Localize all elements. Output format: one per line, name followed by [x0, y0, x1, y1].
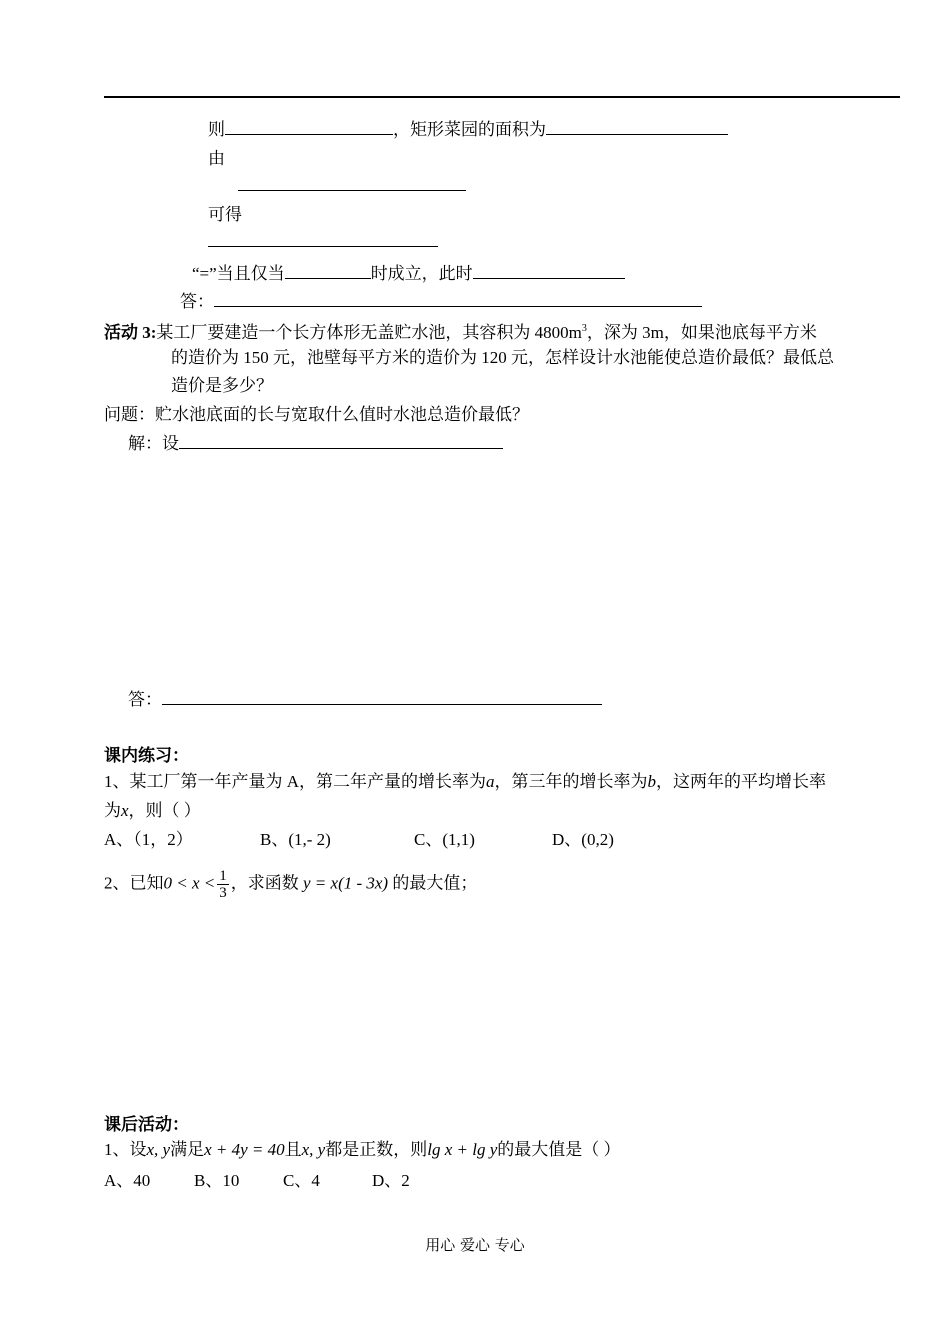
- aq1-text-d: 都是正数，则: [325, 1140, 428, 1159]
- activity3-text-b: ，深为 3m，如果池底每平方米: [586, 323, 817, 342]
- aq1-expression: lg x + lg y: [427, 1140, 498, 1159]
- after-class-heading: 课后活动：: [104, 1115, 189, 1134]
- blank-4: [208, 230, 438, 247]
- q1-line2-a: 为: [104, 801, 121, 820]
- q2-text-c: 的最大值；: [392, 873, 478, 893]
- aoption-c: C、4: [283, 1171, 320, 1190]
- one-third-fraction: [217, 868, 229, 901]
- answer-label-2: 答：: [128, 690, 162, 709]
- answer-line-2: [128, 688, 602, 711]
- practice-q1-line2: [104, 800, 201, 822]
- option-b: B、(1,- 2): [260, 830, 331, 849]
- activity3-line1: [104, 318, 817, 344]
- solution-label: 解：设: [128, 434, 179, 453]
- aoption-b: B、10: [194, 1171, 240, 1190]
- aq1-xy-2: x, y: [301, 1140, 326, 1159]
- from-label: 由: [208, 149, 225, 168]
- var-b: b: [647, 772, 657, 791]
- from-line: [238, 174, 466, 197]
- q2-text-b: ，求函数: [230, 873, 299, 893]
- blank-5: [285, 262, 371, 279]
- blank-3: [238, 174, 466, 191]
- activity3-text-a: 某工厂要建造一个长方体形无盖贮水池，其容积为 4800m: [156, 323, 582, 342]
- equality-mid: 时成立，此时: [370, 264, 473, 283]
- option-c: C、(1,1): [414, 830, 475, 849]
- cubic-superscript: 3: [581, 323, 587, 334]
- after-class-q1: [104, 1139, 621, 1161]
- aq1-xy: x, y: [146, 1140, 171, 1159]
- option-d: D、(0,2): [552, 830, 614, 849]
- q1-text-b: ，第三年的增长率为: [494, 772, 648, 791]
- activity3-title: 活动 3:: [104, 323, 157, 342]
- blank-2: [546, 118, 728, 135]
- activity3-line3: 造价是多少？: [171, 376, 273, 395]
- q1-text-a: 1、某工厂第一年产量为 A，第二年产量的增长率为: [104, 772, 487, 791]
- aq1-text-e: 的最大值是（ ）: [497, 1140, 621, 1159]
- solution-line: [128, 432, 503, 455]
- practice-q1-options: [104, 829, 614, 851]
- option-a: A、（1，2）: [104, 830, 193, 849]
- header-rule: [104, 96, 900, 98]
- blank-1: [225, 118, 393, 135]
- aq1-text-b: 满足: [170, 1140, 205, 1159]
- aq1-condition: x + 4y = 40: [204, 1140, 285, 1159]
- blank-8: [179, 432, 503, 449]
- fraction-denominator: 3: [219, 885, 227, 901]
- practice-heading: 课内练习：: [104, 746, 189, 765]
- blank-7: [214, 290, 702, 307]
- activity3-question: 问题：贮水池底面的长与宽取什么值时水池总造价最低？: [104, 405, 529, 424]
- then-label: 则: [208, 120, 225, 139]
- equality-line: [192, 262, 625, 285]
- area-line: [208, 118, 728, 141]
- practice-q2: [104, 868, 477, 901]
- area-label: ，矩形菜园的面积为: [393, 120, 546, 139]
- answer-line-1: [180, 290, 702, 313]
- answer-label-1: 答：: [180, 292, 214, 311]
- q1-text-c: ，这两年的平均增长率: [656, 772, 827, 791]
- var-a: a: [486, 772, 495, 791]
- aq1-text-a: 1、设: [104, 1140, 147, 1159]
- q1-line2-b: ，则（ ）: [128, 801, 201, 820]
- aoption-d: D、2: [372, 1171, 410, 1190]
- equality-label: “=”当且仅当: [192, 264, 285, 283]
- page-footer: 用心 爱心 专心: [425, 1236, 525, 1254]
- activity3-line2: 的造价为 150 元，池壁每平方米的造价为 120 元，怎样设计水池能使总造价最低？最低总: [171, 348, 834, 367]
- fraction-numerator: 1: [219, 868, 227, 884]
- obtain-line: [208, 230, 438, 253]
- blank-6: [473, 262, 625, 279]
- after-class-options: [104, 1170, 410, 1192]
- aoption-a: A、40: [104, 1171, 151, 1190]
- q2-function: y = x(1 - 3x): [303, 873, 389, 893]
- q2-inequality: 0 < x <: [163, 873, 216, 893]
- aq1-text-c: 且: [284, 1140, 302, 1159]
- practice-q1-line1: [104, 771, 826, 793]
- obtain-label: 可得: [208, 205, 242, 224]
- var-x: x: [121, 801, 129, 820]
- q2-text-a: 2、已知: [104, 873, 164, 893]
- blank-9: [162, 688, 602, 705]
